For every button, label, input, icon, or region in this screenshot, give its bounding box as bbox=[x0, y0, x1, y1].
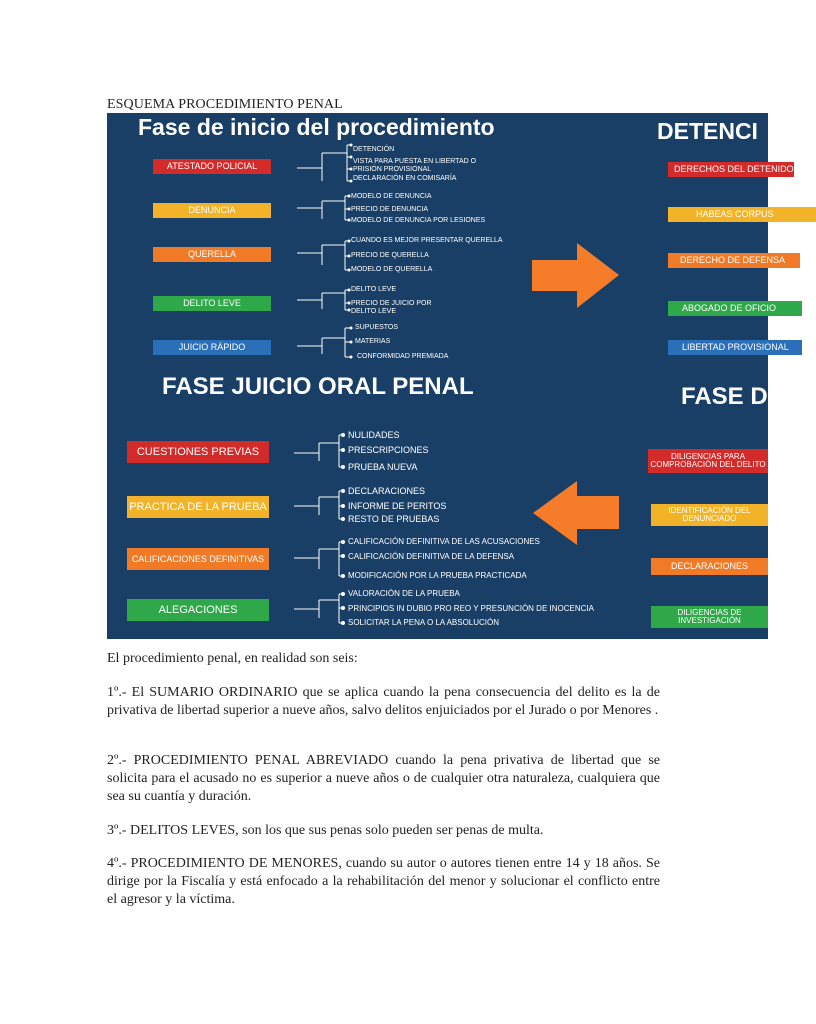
page-heading: ESQUEMA PROCEDIMIENTO PENAL bbox=[107, 97, 343, 112]
sub-item: CUANDO ES MEJOR PRESENTAR QUERELLA bbox=[351, 237, 503, 244]
sub-item: DETENCIÓN bbox=[353, 146, 395, 153]
sub-item: CONFORMIDAD PREMIADA bbox=[357, 353, 449, 360]
title-fase-juicio-oral: FASE JUICIO ORAL PENAL bbox=[162, 373, 474, 400]
label-diligencias-comprobacion: DILIGENCIAS PARA COMPROBACIÓN DEL DELITO bbox=[648, 449, 768, 473]
label-calificaciones-definitivas: CALIFICACIONES DEFINITIVAS bbox=[127, 548, 269, 570]
paragraph-2: 2º.- PROCEDIMIENTO PENAL ABREVIADO cuando la pena privativa de libertad que se solicita para el acusado no es superior a nueve años o de cualquier otra naturaleza, cualquiera que sea su cuantía y duración. bbox=[107, 753, 660, 804]
sub-item: VISTA PARA PUESTA EN LIBERTAD O bbox=[353, 158, 477, 165]
sub-item: MODELO DE DENUNCIA POR LESIONES bbox=[351, 217, 486, 224]
label-alegaciones: ALEGACIONES bbox=[127, 599, 269, 621]
sub-item: PRESCRIPCIONES bbox=[348, 445, 429, 455]
title-fase-inicio: Fase de inicio del procedimiento bbox=[138, 114, 495, 140]
paragraph-4: 4º.- PROCEDIMIENTO DE MENORES, cuando su autor o autores tienen entre 14 y 18 años. Se dirige por la Fiscalía y está enfocado a la rehabilitación del menor y solucionar el conflicto entre el agresor y la víctima. bbox=[107, 856, 660, 907]
sub-item: DELITO LEVE bbox=[351, 308, 397, 315]
paragraph-3: 3º.- DELITOS LEVES, son los que sus penas solo pueden ser penas de multa. bbox=[107, 823, 544, 838]
arrow-right-icon bbox=[532, 243, 619, 308]
label-atestado-policial: ATESTADO POLICIAL bbox=[153, 159, 271, 174]
label-delito-leve: DELITO LEVE bbox=[153, 296, 271, 311]
sub-item: PRUEBA NUEVA bbox=[348, 462, 418, 472]
sub-item: VALORACIÓN DE LA PRUEBA bbox=[348, 589, 460, 598]
procedure-infographic bbox=[107, 113, 794, 639]
sub-item: MODELO DE QUERELLA bbox=[351, 266, 433, 273]
arrow-left-icon bbox=[533, 481, 619, 545]
label-habeas-corpus: HABEAS CORPUS bbox=[668, 207, 816, 222]
sub-item: MODIFICACIÓN POR LA PRUEBA PRACTICADA bbox=[348, 571, 527, 580]
label-denuncia: DENUNCIA bbox=[153, 203, 271, 218]
sub-item: SUPUESTOS bbox=[355, 324, 399, 331]
paragraph-1: 1º.- El SUMARIO ORDINARIO que se aplica cuando la pena consecuencia del delito es la de privativa de libertad superior a nueve años, salvo delitos enjuiciados por el Jurado o por Menores . bbox=[107, 685, 660, 718]
label-identificacion-denunciado: IDENTIFICACIÓN DEL DENUNCIADO bbox=[651, 504, 768, 526]
sub-item: INFORME DE PERITOS bbox=[348, 501, 447, 511]
sub-item: PRINCIPIOS IN DUBIO PRO REO Y PRESUNCIÓN DE INOCENCIA bbox=[348, 604, 594, 613]
sub-item: CALIFICACIÓN DEFINITIVA DE LAS ACUSACIONES bbox=[348, 537, 540, 546]
sub-item: CALIFICACIÓN DEFINITIVA DE LA DEFENSA bbox=[348, 552, 515, 561]
sub-item: PRECIO DE DENUNCIA bbox=[351, 206, 429, 213]
label-abogado-oficio: ABOGADO DE OFICIO bbox=[668, 301, 802, 316]
label-declaraciones-d: DECLARACIONES bbox=[651, 558, 768, 575]
label-diligencias-investigacion: DILIGENCIAS DE INVESTIGACIÓN bbox=[651, 606, 768, 628]
sub-item: DECLARACIONES bbox=[348, 486, 426, 496]
title-fase-d: FASE D bbox=[681, 383, 768, 410]
sub-item: PRISIÓN PROVISIONAL bbox=[353, 166, 432, 173]
sub-item: RESTO DE PRUEBAS bbox=[348, 514, 440, 524]
sub-item: PRECIO DE JUICIO POR bbox=[351, 300, 432, 307]
sub-item: DECLARACIÓN EN COMISARÍA bbox=[353, 175, 457, 182]
label-cuestiones-previas: CUESTIONES PREVIAS bbox=[127, 441, 269, 463]
label-derecho-defensa: DERECHO DE DEFENSA bbox=[668, 253, 800, 268]
label-querella: QUERELLA bbox=[153, 247, 271, 262]
sub-item: PRECIO DE QUERELLA bbox=[351, 252, 429, 259]
sub-item: MODELO DE DENUNCIA bbox=[351, 193, 432, 200]
sub-item: NULIDADES bbox=[348, 430, 400, 440]
sub-item: MATERIAS bbox=[355, 338, 391, 345]
label-practica-prueba: PRACTICA DE LA PRUEBA bbox=[127, 496, 269, 518]
title-detencion: DETENCI bbox=[657, 118, 758, 144]
label-derechos-detenido: DERECHOS DEL DETENIDO bbox=[668, 162, 794, 177]
sub-item: DELITO LEVE bbox=[351, 286, 397, 293]
intro-text: El procedimiento penal, en realidad son seis: bbox=[107, 651, 358, 666]
label-juicio-rapido: JUICIO RÁPIDO bbox=[153, 340, 271, 355]
sub-item: SOLICITAR LA PENA O LA ABSOLUCIÓN bbox=[348, 618, 500, 627]
label-libertad-provisional: LIBERTAD PROVISIONAL bbox=[668, 340, 802, 355]
